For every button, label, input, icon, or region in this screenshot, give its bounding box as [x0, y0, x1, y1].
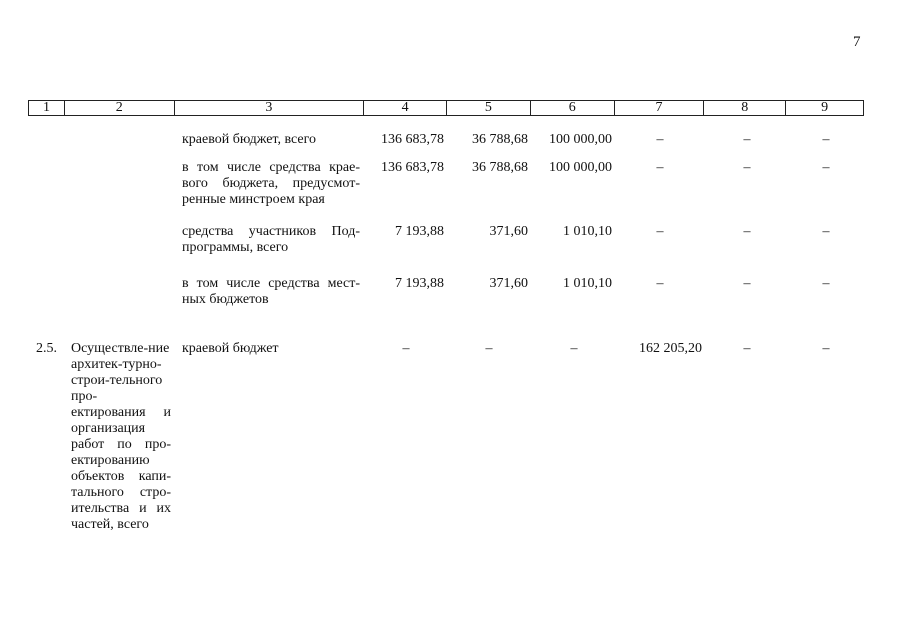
- value-col8: –: [743, 160, 751, 175]
- header-col-1: 1: [29, 101, 65, 115]
- value-col7: –: [656, 224, 664, 239]
- value-col4: 7 193,88: [395, 276, 444, 291]
- header-col-7: 7: [615, 101, 705, 115]
- value-col5: 371,60: [489, 224, 528, 239]
- value-col9: –: [822, 160, 830, 175]
- page-number: 7: [853, 34, 861, 50]
- header-col-8: 8: [704, 101, 786, 115]
- row-label: краевой бюджет: [182, 341, 279, 356]
- header-col-4: 4: [364, 101, 447, 115]
- value-col9: –: [822, 132, 830, 147]
- value-col7: 162 205,20: [639, 341, 702, 356]
- header-col-2: 2: [65, 101, 175, 115]
- value-col7: –: [656, 276, 664, 291]
- value-col5: 36 788,68: [472, 160, 528, 175]
- value-col6: 100 000,00: [549, 160, 612, 175]
- value-col5: 371,60: [489, 276, 528, 291]
- header-col-5: 5: [447, 101, 531, 115]
- value-col6: 1 010,10: [563, 276, 612, 291]
- value-col8: –: [743, 224, 751, 239]
- value-col6: –: [570, 341, 578, 356]
- value-col4: –: [402, 341, 410, 356]
- header-col-3: 3: [175, 101, 365, 115]
- row-label: краевой бюджет, всего: [182, 132, 317, 147]
- row-label: средства участников Под-программы, всего: [182, 224, 360, 255]
- value-col7: –: [656, 132, 664, 147]
- value-col4: 7 193,88: [395, 224, 444, 239]
- value-col6: 1 010,10: [563, 224, 612, 239]
- value-col9: –: [822, 341, 830, 356]
- row-label: в том числе средства мест-ных бюджетов: [182, 276, 360, 307]
- value-col6: 100 000,00: [549, 132, 612, 147]
- value-col7: –: [656, 160, 664, 175]
- value-col8: –: [743, 341, 751, 356]
- row-number: 2.5.: [36, 341, 57, 356]
- value-col8: –: [743, 132, 751, 147]
- row-description: Осуществле-ние архитек-турно-строи-тельного про-ектирования и организация работ по про-ектированию объектов капи-тального стро-ительства и их частей, всего: [71, 341, 171, 532]
- value-col5: 36 788,68: [472, 132, 528, 147]
- table-header-row: [28, 100, 864, 116]
- header-col-9: 9: [821, 100, 829, 115]
- value-col4: 136 683,78: [381, 132, 444, 147]
- value-col9: –: [822, 276, 830, 291]
- value-col9: –: [822, 224, 830, 239]
- value-col5: –: [485, 341, 493, 356]
- value-col8: –: [743, 276, 751, 291]
- row-label: в том числе средства крае-вого бюджета, предусмот-ренные минстроем края: [182, 160, 360, 207]
- header-col-6: 6: [531, 101, 615, 115]
- value-col4: 136 683,78: [381, 160, 444, 175]
